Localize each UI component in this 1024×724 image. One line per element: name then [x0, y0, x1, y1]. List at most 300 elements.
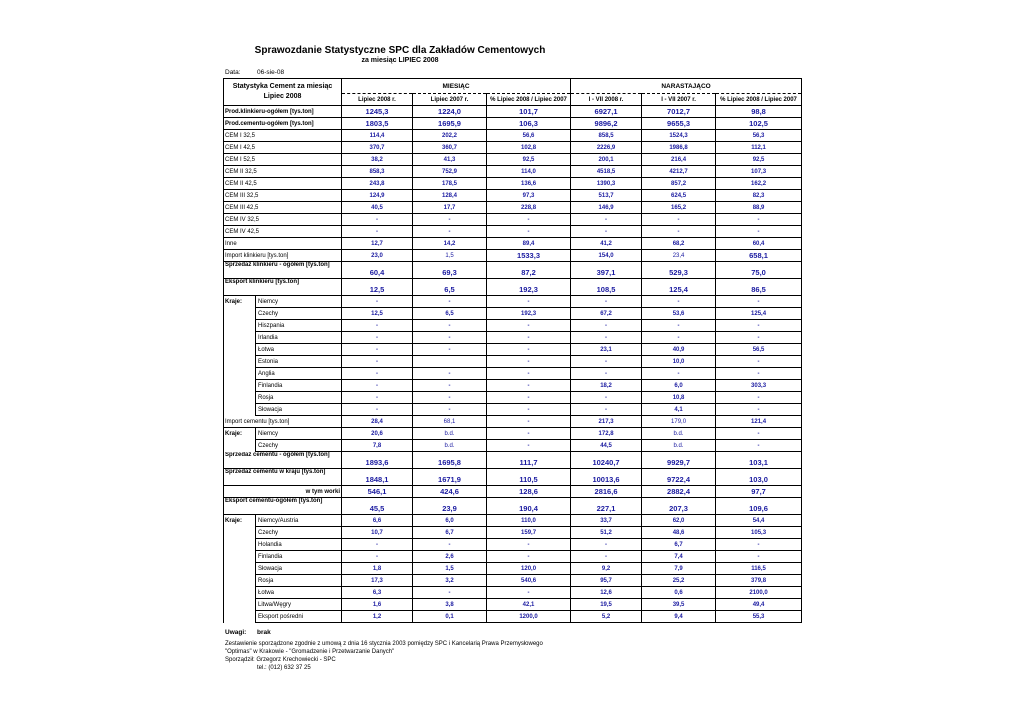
table-cell: 165,2 — [642, 202, 716, 214]
note-line: Zestawienie sporządzone zgodnie z umową z dnia 16 stycznia 2003 pomiędzy SPC i Kancelarią Prawa Przemysłowego — [225, 641, 543, 647]
table-cell: 41,2 — [571, 238, 642, 250]
table-cell: - — [413, 214, 487, 226]
table-cell: - — [342, 226, 413, 238]
table-cell: 12,6 — [571, 587, 642, 599]
country-label: Irlandia — [256, 332, 342, 344]
table-cell: 624,5 — [642, 190, 716, 202]
table-cell: 23,4 — [642, 250, 716, 262]
table-row — [224, 214, 802, 226]
table-cell: 303,3 — [716, 380, 802, 392]
date-row — [225, 69, 284, 76]
table-cell: 97,3 — [487, 190, 571, 202]
countries-label — [224, 599, 256, 611]
table-cell: 33,7 — [571, 515, 642, 527]
table-row — [224, 356, 802, 368]
countries-label — [224, 332, 256, 344]
countries-label — [224, 356, 256, 368]
table-cell: 6927,1 — [571, 106, 642, 118]
table-cell: - — [413, 539, 487, 551]
table-cell: 178,5 — [413, 178, 487, 190]
table-cell: - — [571, 392, 642, 404]
table-cell: 12,5 — [342, 279, 413, 296]
note-line: tel.: (012) 632 37 25 — [257, 665, 311, 671]
table-cell: 54,4 — [716, 515, 802, 527]
table-cell: 68,2 — [642, 238, 716, 250]
table-row — [224, 611, 802, 623]
table-cell: 1,8 — [342, 563, 413, 575]
table-cell: 23,1 — [571, 344, 642, 356]
table-cell: 53,6 — [642, 308, 716, 320]
countries-label — [224, 368, 256, 380]
table-cell: - — [413, 226, 487, 238]
table-cell: - — [413, 368, 487, 380]
table-cell: - — [642, 332, 716, 344]
report-subtitle: za miesiąc LIPIEC 2008 — [361, 57, 439, 64]
country-label: Eksport pośredni — [256, 611, 342, 623]
table-cell: - — [342, 296, 413, 308]
table-row — [224, 539, 802, 551]
table-row — [224, 416, 802, 428]
row-label: CEM IV 42,5 — [224, 226, 342, 238]
table-row — [224, 486, 802, 498]
table-row — [224, 202, 802, 214]
row-label: CEM I 42,5 — [224, 142, 342, 154]
table-cell: - — [716, 539, 802, 551]
table-cell: 2882,4 — [642, 486, 716, 498]
row-label: Import cementu [tys.ton] — [224, 416, 342, 428]
table-row — [224, 106, 802, 118]
row-label: Eksport cementu-ogółem [tys.ton] — [224, 498, 342, 515]
table-cell: - — [487, 428, 571, 440]
table-cell: 159,7 — [487, 527, 571, 539]
column-header: % Lipiec 2008 / Lipiec 2007 — [716, 94, 802, 106]
table-row — [224, 262, 802, 279]
table-cell: 86,5 — [716, 279, 802, 296]
table-cell: 125,4 — [716, 308, 802, 320]
table-cell: 2816,6 — [571, 486, 642, 498]
table-row — [224, 250, 802, 262]
table-cell: 190,4 — [487, 498, 571, 515]
table-cell: - — [487, 587, 571, 599]
note-line: "Optimas" w Krakowie - "Gromadzenie i Przetwarzanie Danych" — [225, 649, 395, 655]
table-cell: 207,3 — [642, 498, 716, 515]
table-row — [224, 279, 802, 296]
table-row — [224, 296, 802, 308]
table-row — [224, 563, 802, 575]
table-cell: 10,0 — [642, 356, 716, 368]
notes-section — [225, 629, 543, 672]
table-cell: 217,3 — [571, 416, 642, 428]
table-cell: 7,8 — [342, 440, 413, 452]
column-header: Lipiec 2008 r. — [342, 94, 413, 106]
table-row — [224, 320, 802, 332]
table-cell: b.d. — [413, 428, 487, 440]
table-row — [224, 118, 802, 130]
table-cell: 9929,7 — [642, 452, 716, 469]
table-cell: - — [642, 214, 716, 226]
countries-label — [224, 308, 256, 320]
table-cell: - — [642, 368, 716, 380]
table-cell: 92,5 — [487, 154, 571, 166]
table-cell: 202,2 — [413, 130, 487, 142]
table-row — [224, 226, 802, 238]
country-label: Czechy — [256, 527, 342, 539]
table-cell: 28,4 — [342, 416, 413, 428]
table-cell: 228,8 — [487, 202, 571, 214]
table-cell: 111,7 — [487, 452, 571, 469]
table-cell: 89,4 — [487, 238, 571, 250]
table-cell: - — [413, 344, 487, 356]
table-cell: 44,5 — [571, 440, 642, 452]
table-cell: 858,3 — [342, 166, 413, 178]
table-cell: 62,0 — [642, 515, 716, 527]
column-header: I - VII 2007 r. — [642, 94, 716, 106]
table-cell: 3,8 — [413, 599, 487, 611]
country-label: Anglia — [256, 368, 342, 380]
countries-label — [224, 587, 256, 599]
row-label: CEM II 42,5 — [224, 178, 342, 190]
table-cell: - — [716, 368, 802, 380]
table-cell: - — [413, 587, 487, 599]
table-cell: - — [571, 214, 642, 226]
table-cell: 102,5 — [716, 118, 802, 130]
table-cell: 42,1 — [487, 599, 571, 611]
table-row — [224, 344, 802, 356]
table-cell: 136,6 — [487, 178, 571, 190]
table-cell: 14,2 — [413, 238, 487, 250]
table-cell: 1,2 — [342, 611, 413, 623]
table-corner-label: Statystyka Cement za miesiąc Lipiec 2008 — [224, 79, 342, 106]
table-cell: 9,4 — [642, 611, 716, 623]
table-cell: 6,3 — [342, 587, 413, 599]
table-cell: 40,5 — [342, 202, 413, 214]
table-cell: - — [487, 296, 571, 308]
table-cell: 10013,6 — [571, 469, 642, 486]
table-cell: 12,7 — [342, 238, 413, 250]
table-cell: 7,9 — [642, 563, 716, 575]
row-label: CEM I 32,5 — [224, 130, 342, 142]
table-cell: - — [413, 320, 487, 332]
table-cell: - — [487, 380, 571, 392]
table-cell: 546,1 — [342, 486, 413, 498]
table-row — [224, 575, 802, 587]
table-cell: 7,4 — [642, 551, 716, 563]
table-cell: 49,4 — [716, 599, 802, 611]
table-cell: 162,2 — [716, 178, 802, 190]
group-header-month: MIESIĄC — [342, 79, 571, 94]
table-cell: 179,0 — [642, 416, 716, 428]
table-row — [224, 308, 802, 320]
country-label: Rosja — [256, 392, 342, 404]
table-cell: 9896,2 — [571, 118, 642, 130]
table-cell: - — [487, 332, 571, 344]
table-cell: 6,6 — [342, 515, 413, 527]
row-label: Sprzedaż cementu w kraju [tys.ton] — [224, 469, 342, 486]
table-cell: 95,7 — [571, 575, 642, 587]
table-row — [224, 527, 802, 539]
table-cell: 1695,8 — [413, 452, 487, 469]
table-cell: - — [342, 320, 413, 332]
table-cell: 9655,3 — [642, 118, 716, 130]
table-cell: 6,7 — [413, 527, 487, 539]
table-cell: - — [716, 320, 802, 332]
table-cell: - — [413, 380, 487, 392]
countries-label — [224, 527, 256, 539]
table-cell: 227,1 — [571, 498, 642, 515]
table-cell: - — [487, 392, 571, 404]
table-cell: 23,0 — [342, 250, 413, 262]
table-row — [224, 587, 802, 599]
table-cell: 154,0 — [571, 250, 642, 262]
table-cell: b.d. — [642, 428, 716, 440]
column-header: % Lipiec 2008 / Lipiec 2007 — [487, 94, 571, 106]
table-cell: 379,8 — [716, 575, 802, 587]
table-cell: 25,2 — [642, 575, 716, 587]
table-cell: 12,5 — [342, 308, 413, 320]
countries-label — [224, 344, 256, 356]
table-cell: 10,8 — [642, 392, 716, 404]
table-cell: - — [716, 332, 802, 344]
table-cell: 1533,3 — [487, 250, 571, 262]
table-row — [224, 190, 802, 202]
table-cell: 88,9 — [716, 202, 802, 214]
table-cell: 192,3 — [487, 279, 571, 296]
table-cell: 105,3 — [716, 527, 802, 539]
table-cell: 116,5 — [716, 563, 802, 575]
table-cell: 97,7 — [716, 486, 802, 498]
table-cell: 2100,0 — [716, 587, 802, 599]
table-cell: - — [487, 344, 571, 356]
remarks — [225, 629, 543, 637]
table-cell: 48,6 — [642, 527, 716, 539]
countries-label — [224, 392, 256, 404]
table-cell: 55,3 — [716, 611, 802, 623]
table-cell: 45,5 — [342, 498, 413, 515]
table-cell: 107,3 — [716, 166, 802, 178]
table-cell: 172,8 — [571, 428, 642, 440]
table-cell: 6,5 — [413, 279, 487, 296]
row-label: CEM I 52,5 — [224, 154, 342, 166]
row-label: Eksport klinkieru [tys.ton] — [224, 279, 342, 296]
table-cell: - — [342, 551, 413, 563]
row-label: Inne — [224, 238, 342, 250]
table-cell: 1,6 — [342, 599, 413, 611]
table-cell: - — [716, 551, 802, 563]
table-cell: 5,2 — [571, 611, 642, 623]
table-cell: - — [571, 539, 642, 551]
table-row — [224, 469, 802, 486]
table-cell: - — [413, 296, 487, 308]
table-cell: 17,7 — [413, 202, 487, 214]
table-cell: 7012,7 — [642, 106, 716, 118]
date-value: 06-sie-08 — [257, 69, 285, 76]
table-cell: 103,0 — [716, 469, 802, 486]
table-cell: 1390,3 — [571, 178, 642, 190]
country-label: Słowacja — [256, 404, 342, 416]
table-cell: 513,7 — [571, 190, 642, 202]
table-cell: 6,5 — [413, 308, 487, 320]
table-cell: - — [342, 214, 413, 226]
table-cell: - — [487, 214, 571, 226]
country-label: Czechy — [256, 308, 342, 320]
row-label: Sprzedaż klinkieru - ogółem [tys.ton] — [224, 262, 342, 279]
table-cell: 19,5 — [571, 599, 642, 611]
table-cell: - — [342, 332, 413, 344]
table-cell: 110,0 — [487, 515, 571, 527]
table-cell: 1224,0 — [413, 106, 487, 118]
table-cell: - — [716, 392, 802, 404]
table-cell: 121,4 — [716, 416, 802, 428]
table-cell: 1986,8 — [642, 142, 716, 154]
table-cell: 9722,4 — [642, 469, 716, 486]
table-cell: b.d. — [642, 440, 716, 452]
country-label: Niemcy — [256, 296, 342, 308]
countries-label — [224, 539, 256, 551]
table-cell: 1200,0 — [487, 611, 571, 623]
table-cell — [413, 356, 487, 368]
table-cell: 1695,9 — [413, 118, 487, 130]
table-row — [224, 404, 802, 416]
table-cell: 243,8 — [342, 178, 413, 190]
table-cell: 39,5 — [642, 599, 716, 611]
table-row — [224, 166, 802, 178]
table-cell: 20,6 — [342, 428, 413, 440]
table-cell: 56,6 — [487, 130, 571, 142]
report-title: Sprawozdanie Statystyczne SPC dla Zakładów Cementowych — [254, 45, 546, 56]
table-cell: 360,7 — [413, 142, 487, 154]
table-row — [224, 440, 802, 452]
table-cell: 1524,3 — [642, 130, 716, 142]
countries-label — [224, 320, 256, 332]
table-cell: 92,5 — [716, 154, 802, 166]
table-cell: 60,4 — [716, 238, 802, 250]
table-cell: 0,1 — [413, 611, 487, 623]
table-cell: 124,9 — [342, 190, 413, 202]
table-row — [224, 368, 802, 380]
table-cell: 56,5 — [716, 344, 802, 356]
row-label: Prod.klinkieru-ogółem [tys.ton] — [224, 106, 342, 118]
table-cell: - — [342, 392, 413, 404]
table-cell: - — [487, 404, 571, 416]
table-cell: 1,5 — [413, 563, 487, 575]
table-cell: - — [716, 226, 802, 238]
table-cell: 6,7 — [642, 539, 716, 551]
table-cell: - — [642, 320, 716, 332]
table-cell: 0,6 — [642, 587, 716, 599]
table-cell: - — [571, 226, 642, 238]
table-cell: - — [716, 356, 802, 368]
table-cell: 18,2 — [571, 380, 642, 392]
table-cell: 109,6 — [716, 498, 802, 515]
table-row — [224, 452, 802, 469]
table-cell: 103,1 — [716, 452, 802, 469]
table-cell: 6,0 — [642, 380, 716, 392]
table-cell: - — [413, 392, 487, 404]
countries-label — [224, 563, 256, 575]
table-cell: 858,5 — [571, 130, 642, 142]
table-cell: 125,4 — [642, 279, 716, 296]
table-cell: 82,3 — [716, 190, 802, 202]
country-label: Finlandia — [256, 380, 342, 392]
table-cell: 857,2 — [642, 178, 716, 190]
remarks-label: Uwagi: — [225, 629, 247, 636]
table-cell: 75,0 — [716, 262, 802, 279]
table-cell: - — [413, 332, 487, 344]
table-cell: 128,6 — [487, 486, 571, 498]
country-label: Litwa/Węgry — [256, 599, 342, 611]
table-cell: 56,3 — [716, 130, 802, 142]
table-cell: 10,7 — [342, 527, 413, 539]
table-cell: - — [342, 539, 413, 551]
row-label: Import klinkieru [tys.ton] — [224, 250, 342, 262]
table-cell: 192,3 — [487, 308, 571, 320]
table-row — [224, 599, 802, 611]
row-label: w tym worki — [224, 486, 342, 498]
row-label: CEM III 42,5 — [224, 202, 342, 214]
country-label: Holandia — [256, 539, 342, 551]
table-cell: - — [571, 551, 642, 563]
table-row — [224, 142, 802, 154]
remarks-value: brak — [257, 629, 271, 636]
table-cell: 101,7 — [487, 106, 571, 118]
table-cell: - — [342, 368, 413, 380]
table-cell: - — [571, 320, 642, 332]
table-cell: 41,3 — [413, 154, 487, 166]
country-label: Niemcy/Austria — [256, 515, 342, 527]
table-cell: 17,3 — [342, 575, 413, 587]
row-label: Sprzedaż cementu - ogółem [tys.ton] — [224, 452, 342, 469]
table-cell: 10240,7 — [571, 452, 642, 469]
table-cell: 69,3 — [413, 262, 487, 279]
table-cell: - — [716, 440, 802, 452]
countries-label — [224, 440, 256, 452]
table-cell: 146,9 — [571, 202, 642, 214]
table-cell: - — [487, 539, 571, 551]
table-cell: 216,4 — [642, 154, 716, 166]
table-cell: 1,5 — [413, 250, 487, 262]
table-cell: 23,9 — [413, 498, 487, 515]
row-label: CEM IV 32,5 — [224, 214, 342, 226]
country-label: Rosja — [256, 575, 342, 587]
table-cell: 38,2 — [342, 154, 413, 166]
table-cell: - — [487, 226, 571, 238]
countries-label — [224, 380, 256, 392]
group-header-cumulative: NARASTAJĄCO — [571, 79, 802, 94]
table-cell: 424,6 — [413, 486, 487, 498]
countries-label — [224, 404, 256, 416]
table-cell: 87,2 — [487, 262, 571, 279]
table-cell: 67,2 — [571, 308, 642, 320]
country-label: Łotwa — [256, 587, 342, 599]
table-row — [224, 154, 802, 166]
table-cell: - — [342, 404, 413, 416]
table-cell: 1848,1 — [342, 469, 413, 486]
table-cell: 4,1 — [642, 404, 716, 416]
table-cell: b.d. — [413, 440, 487, 452]
row-label: Prod.cementu-ogółem [tys.ton] — [224, 118, 342, 130]
table-row — [224, 392, 802, 404]
table-cell: - — [342, 356, 413, 368]
table-row — [224, 130, 802, 142]
countries-label — [224, 611, 256, 623]
table-cell: 2226,9 — [571, 142, 642, 154]
table-cell: 2,6 — [413, 551, 487, 563]
column-header: I - VII 2008 r. — [571, 94, 642, 106]
table-cell: 4212,7 — [642, 166, 716, 178]
table-row — [224, 178, 802, 190]
country-label: Słowacja — [256, 563, 342, 575]
row-label: CEM II 32,5 — [224, 166, 342, 178]
